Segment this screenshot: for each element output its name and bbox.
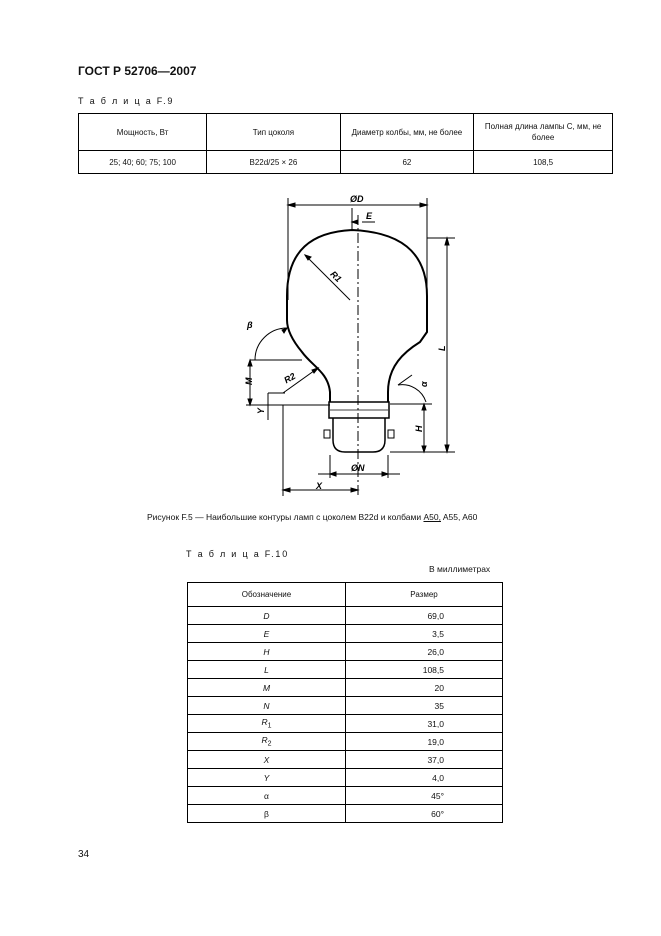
table10-symbol [188, 751, 346, 769]
table9-header-base: Тип цоколя [207, 114, 341, 151]
table10-header-size: Размер [346, 583, 503, 607]
table-row [188, 787, 503, 805]
table9-header-power: Мощность, Вт [79, 114, 207, 151]
table-row [188, 751, 503, 769]
table9-caption: Т а б л и ц а F.9 [78, 96, 175, 106]
table-row [188, 679, 503, 697]
table10-value: 26,0 [346, 643, 503, 661]
table10-symbol [188, 697, 346, 715]
table-row [188, 805, 503, 823]
table9-cell-base: B22d/25 × 26 [207, 151, 341, 174]
table10-value: 31,0 [346, 715, 503, 733]
symbol-letter: L [264, 664, 269, 675]
label-n: ØN [351, 463, 365, 473]
symbol-letter: β [264, 808, 269, 819]
table-f10 [187, 582, 503, 823]
table-row [188, 769, 503, 787]
table9-header-length: Полная длина лампы C, мм, не более [474, 114, 613, 151]
symbol-letter: α [264, 790, 269, 801]
table10-header-symbol: Обозначение [188, 583, 346, 607]
document-header: ГОСТ Р 52706—2007 [78, 64, 197, 78]
table10-value: 108,5 [346, 661, 503, 679]
symbol-letter: R [261, 717, 268, 728]
table9-cell-length: 108,5 [474, 151, 613, 174]
label-y: Y [256, 407, 266, 414]
label-l: L [437, 345, 447, 351]
label-h: H [414, 425, 424, 432]
figure-caption-underlined: A50, [423, 512, 441, 522]
table-row [188, 607, 503, 625]
table10-symbol [188, 607, 346, 625]
table10-caption: Т а б л и ц а F.10 [186, 549, 290, 559]
table10-value: 69,0 [346, 607, 503, 625]
table10-symbol [188, 643, 346, 661]
table9-header-diameter: Диаметр колбы, мм, не более [340, 114, 474, 151]
label-d: ØD [350, 194, 364, 204]
symbol-letter: Y [263, 772, 270, 783]
symbol-letter: E [263, 628, 270, 639]
symbol-letter: X [263, 754, 270, 765]
label-beta: β [247, 320, 253, 330]
table-row [188, 625, 503, 643]
label-r1: R1 [328, 268, 344, 285]
table10-symbol [188, 679, 346, 697]
table10-value: 60° [346, 805, 503, 823]
table10-value: 20 [346, 679, 503, 697]
figure-caption [147, 512, 477, 522]
table10-symbol [188, 769, 346, 787]
table9-cell-power: 25; 40; 60; 75; 100 [79, 151, 207, 174]
lamp-base-cap [333, 418, 385, 452]
label-alpha: α [419, 381, 429, 387]
table10-value: 35 [346, 697, 503, 715]
label-e: E [366, 211, 373, 221]
table-row [188, 733, 503, 751]
table-row [188, 643, 503, 661]
table10-unit: В миллиметрах [429, 564, 491, 574]
figure-caption-text: Рисунок F.5 — Наибольшие контуры ламп с цоколем B22d и колбами [147, 512, 424, 522]
table-row [188, 661, 503, 679]
figure-caption-suffix: A55, A60 [440, 512, 478, 522]
table9-cell-diameter: 62 [340, 151, 474, 174]
table10-symbol [188, 625, 346, 643]
symbol-letter: M [262, 682, 271, 693]
symbol-subscript: 1 [267, 722, 272, 730]
table-row [188, 715, 503, 733]
label-m: M [244, 377, 254, 385]
symbol-letter: D [263, 610, 270, 621]
symbol-letter: N [263, 700, 270, 711]
table10-symbol [188, 787, 346, 805]
table10-symbol [188, 661, 346, 679]
table10-symbol [188, 805, 346, 823]
table10-value: 45° [346, 787, 503, 805]
table10-value: 19,0 [346, 733, 503, 751]
table10-value: 3,5 [346, 625, 503, 643]
symbol-subscript: 2 [267, 740, 272, 748]
table10-value: 4,0 [346, 769, 503, 787]
label-r2: R2 [282, 370, 298, 386]
table-row [188, 697, 503, 715]
table10-value: 37,0 [346, 751, 503, 769]
label-x: X [316, 481, 323, 491]
symbol-letter: R [261, 735, 268, 746]
page-number: 34 [78, 849, 90, 860]
table10-symbol [188, 715, 346, 733]
table10-symbol [188, 733, 346, 751]
symbol-letter: H [263, 646, 270, 657]
